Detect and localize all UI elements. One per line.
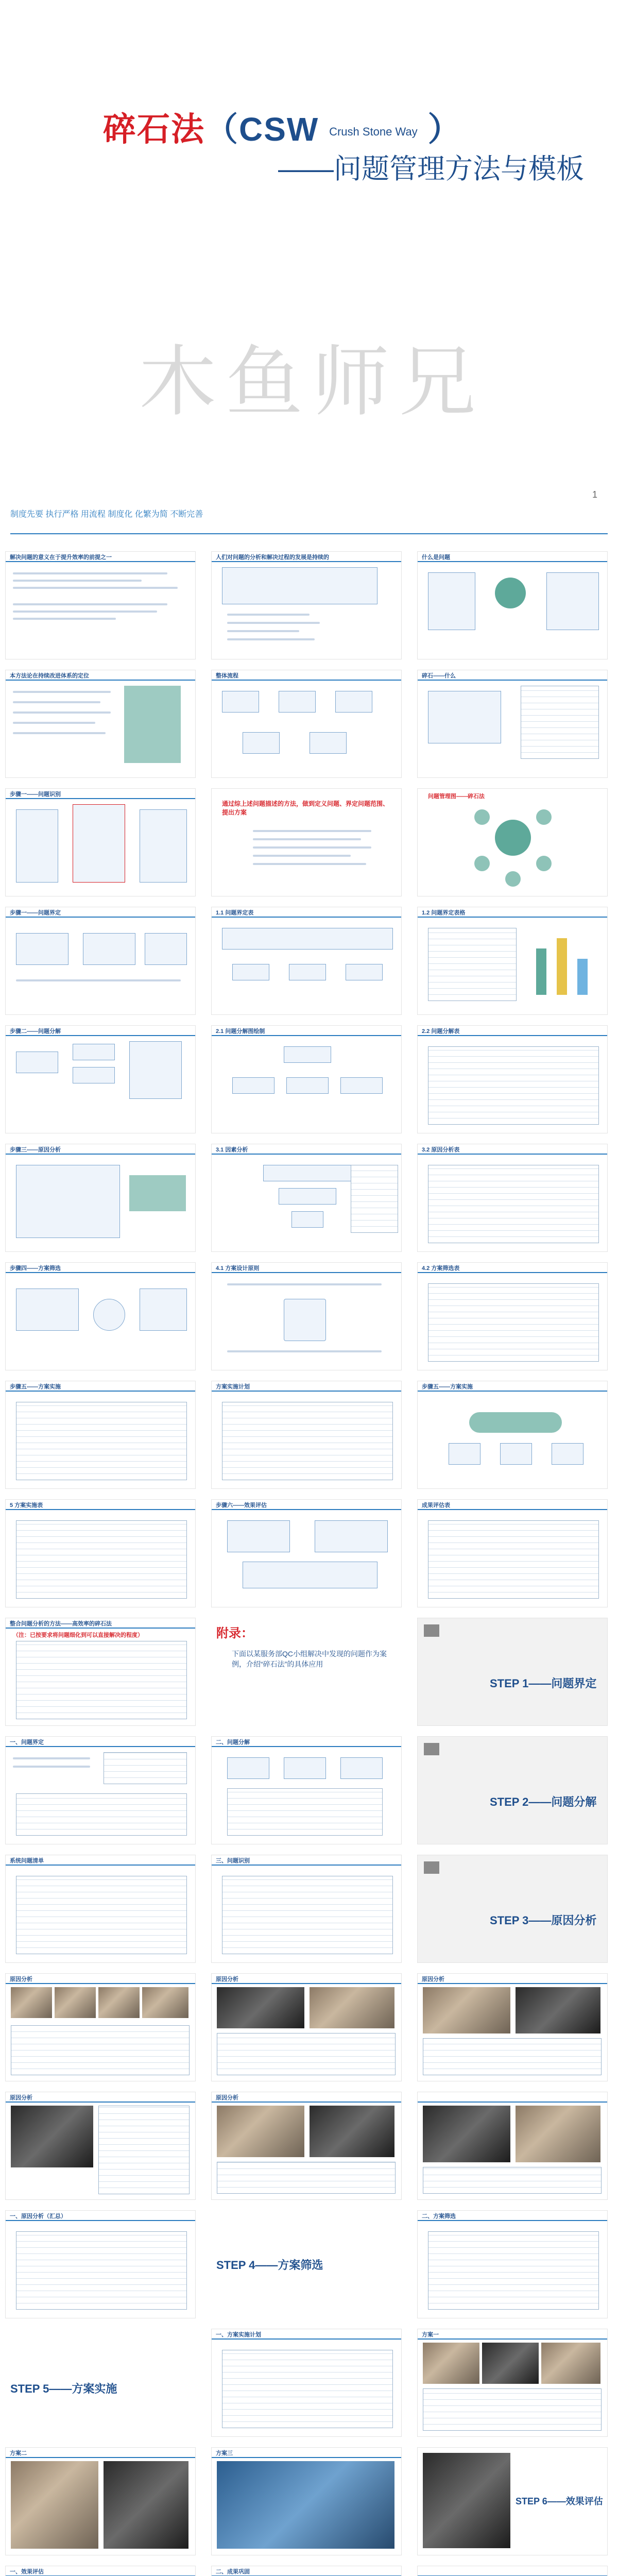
slide-thumb [5,551,196,659]
slide-thumb [417,670,608,778]
slide-thumb [5,788,196,896]
slide-thumb [5,1736,196,1844]
slide-thumb [211,1025,402,1133]
slide-title: 2.1 问题分解图绘制 [216,1028,265,1035]
slide-thumb [417,551,608,659]
cover-divider [10,533,608,534]
slide-title: 方案一 [422,2332,439,2338]
section-divider-slide [417,1618,608,1726]
slide-thumb [5,1262,196,1370]
slide-thumb [5,2092,196,2200]
annex-text: 下面以某服务部QC小组解决中发现的问题作为案例，介绍“碎石法”的具体应用 [232,1650,387,1668]
slide-title: 本方法论在持续改进体系的定位 [10,673,89,679]
slide-thumb [5,1973,196,2081]
slide-title: 人们对问题的分析和解决过程的发展是持续的 [216,554,329,561]
slide-thumb [211,1736,402,1844]
slide-thumb [417,1262,608,1370]
section-divider-slide [417,1736,608,1844]
slide-thumb [211,670,402,778]
slide-title: 成果评估表 [422,1502,450,1509]
cover-title-cn: 碎石法 [103,111,205,148]
slide-thumb [417,1973,608,2081]
slide-title: 一、效果评估 [10,2569,44,2575]
slide-thumb [211,907,402,1015]
slide-thumb [417,2566,608,2576]
table-note: （注：已按要求将问题细化到可以直接解决的程度） [13,1632,143,1638]
slide-title: 二、问题分解 [216,1739,250,1745]
slide-thumb [5,2447,196,2555]
slide-title: 方案实施计划 [216,1384,250,1390]
slide-title: 步骤五——方案实施 [10,1384,61,1390]
step-label: STEP 1——问题界定 [490,1677,597,1690]
cover-slide [0,0,618,541]
slide-thumb [5,1499,196,1607]
slide-thumb [211,1144,402,1252]
slide-thumb [211,1262,402,1370]
slide-thumb [5,1144,196,1252]
slide-title: 步骤一——问题界定 [10,910,61,916]
slide-thumb [417,2210,608,2318]
step-label: STEP 2——问题分解 [490,1795,597,1808]
slide-thumb [5,1025,196,1133]
slide-thumb [5,1855,196,1963]
slide-title: 什么是问题 [422,554,450,561]
slide-title: 问题管理图——碎石法 [428,793,485,800]
slide-title: 2.2 问题分解表 [422,1028,460,1035]
slide-title: 原因分析 [10,2095,32,2101]
logo-icon [424,1743,439,1755]
slide-title: 步骤一——问题识别 [10,791,61,798]
slide-thumb [211,2447,402,2555]
slide-title: 解决问题的意义在于提升效率的前提之一 [10,554,112,561]
slide-thumb [417,788,608,896]
slide-title: 3.1 因素分析 [216,1147,248,1153]
slide-thumb [417,1025,608,1133]
slide-title: 原因分析 [216,2095,238,2101]
logo-icon [424,1861,439,1874]
slide-title: 整体流程 [216,673,238,679]
slide-title: 二、方案筛选 [422,2213,456,2219]
slide-title: 方案二 [10,2450,27,2456]
slide-title: 原因分析 [422,1976,444,1982]
slide-thumb [5,670,196,778]
slide-title: 步骤五——方案实施 [422,1384,473,1390]
slide-title: 5 方案实施表 [10,1502,43,1509]
slide-thumb [417,2447,608,2555]
slide-title: 系统问题清单 [10,1858,44,1864]
slide-title: 一、原因分析（汇总） [10,2213,66,2219]
slide-title: 原因分析 [216,1976,238,1982]
logo-icon [424,1624,439,1637]
step-label: STEP 4——方案筛选 [216,2259,323,2272]
slide-title: 整合问题分析的方法——高效率的碎石法 [10,1621,112,1627]
step-label: STEP 3——原因分析 [490,1914,597,1927]
cover-subtitle: ——问题管理方法与模板 [278,154,584,184]
slide-thumb [5,2210,196,2318]
slide-thumb [211,551,402,659]
slide-title: 一、方案实施计划 [216,2332,261,2338]
slide-title: 三、问题识别 [216,1858,250,1864]
slide-thumb [211,1855,402,1963]
slide-thumb [211,1499,402,1607]
slide-title: 步骤三——原因分析 [10,1147,61,1153]
slide-thumb [417,1144,608,1252]
cover-page-number: 1 [592,489,597,500]
slide-title: 1.2 问题界定表格 [422,910,466,916]
slide-title: 步骤四——方案筛选 [10,1265,61,1272]
cover-title-en: CSW [239,111,319,148]
slide-thumb [417,907,608,1015]
slide-title: 二、成果巩固 [216,2569,250,2575]
slide-thumb [5,1381,196,1489]
cover-title-paren-open: （ [205,111,239,148]
slide-title: 碎石——什么 [422,673,456,679]
slide-thumb [5,907,196,1015]
step-label: STEP 6——效果评估 [516,2496,603,2506]
slide-thumb [211,1381,402,1489]
slide-quote: 通过综上述问题描述的方法，做到定义问题、界定问题范围、提出方案 [222,800,389,816]
slide-thumb [5,2566,196,2576]
slide-title: 1.1 问题界定表 [216,910,254,916]
cover-brand: 木鱼师兄 [139,337,486,427]
slide-thumb [417,1381,608,1489]
cover-title-paren-close: ） [427,111,462,148]
slide-title: 原因分析 [10,1976,32,1982]
slide-title: 4.2 方案筛选表 [422,1265,460,1272]
cover-title-en-full: Crush Stone Way [329,125,418,139]
slide-thumb [417,2329,608,2437]
slide-title: 3.2 原因分析表 [422,1147,460,1153]
slide-thumb [211,2566,402,2576]
slide-thumb [211,2329,402,2437]
slide-thumb [211,788,402,896]
slide-title: 一、问题界定 [10,1739,44,1745]
slide-thumb [211,1973,402,2081]
step-label: STEP 5——方案实施 [10,2382,117,2395]
slide-title: 4.1 方案设计原则 [216,1265,260,1272]
slide-thumb [417,1499,608,1607]
section-divider-slide [417,1855,608,1963]
slide-title: 步骤二——问题分解 [10,1028,61,1035]
slide-title: 方案三 [216,2450,233,2456]
annex-label: 附录： [216,1626,253,1640]
slide-thumb [211,2092,402,2200]
slide-thumb [417,2092,608,2200]
slide-title: 步骤六——效果评估 [216,1502,267,1509]
slide-thumb [5,1618,196,1726]
cover-title [103,103,461,150]
cover-footer-slogan: 制度先要 执行严格 用流程 制度化 化繁为简 不断完善 [10,510,203,519]
